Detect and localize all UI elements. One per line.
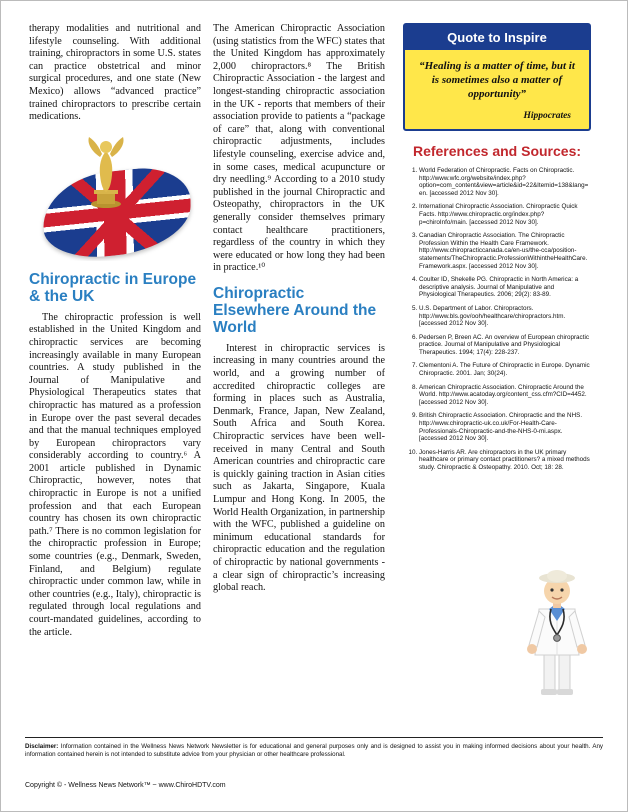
disclaimer-label: Disclaimer: [25, 743, 59, 750]
list-item: 9. British Chiropractic Association. Chiropractic and the NHS. http://www.chiropractic-uk.co.uk/For-Health-Care-Professionals-Chiropractic-and-the-NHS-0-mi.aspx. [accessed 2012 Nov 30]. [419, 412, 591, 442]
doctor-illustration [511, 559, 603, 699]
list-item: 2. International Chiropractic Association. Chiropractic Quick Facts. http://www.chiropractic.org/index.php?p=chiroInfo/main. [accessed 2012 Nov 30]. [419, 203, 591, 226]
list-item: 3. Canadian Chiropractic Association. The Chiropractic Profession Within the Health Care Framework. http://www.chiropracticcanada.ca/en-us/the-cca/position-statements/TheChiropractic.ProfessionWithintheHealthCare.Framework.aspx. [accessed 2012 Nov 30]. [419, 232, 591, 270]
list-item: 10. Jones-Harris AR. Are chiropractors in the UK primary healthcare or primary contact practitioners? a mixed methods study. Chiropractic & Osteopathy. 2010. Oct; 18: 28. [419, 449, 591, 472]
list-item: 1. World Federation of Chiropractic. Facts on Chiropractic. http://www.wfc.org/website/index.php?option=com_content&view=article&id=22&Itemid=138&lang=en. [accessed 2012 Nov 30]. [419, 167, 591, 197]
footer-bar [1, 799, 627, 811]
heading-chiropractic-elsewhere: Chiropractic Elsewhere Around the World [213, 284, 377, 336]
disclaimer-text: Information contained in the Wellness News Network Newsletter is for educational and general purposes only and is designed to assist you in making informed decisions about your health. Any information contained herein is not intended to substitute advice from your physician or other healthcare professional. [25, 743, 603, 758]
list-item: 8. American Chiropractic Association. Chiropractic Around the World. http://www.acatoday.org/content_css.cfm?CID=4452. [accessed 2012 Nov 30]. [419, 384, 591, 407]
list-item: 5. U.S. Department of Labor. Chiropractors. http://www.bls.gov/ooh/healthcare/chiropractors.htm. [accessed 2012 Nov 30]. [419, 305, 591, 328]
list-item: 4. Coulter ID, Shekelle PG. Chiropractic in North America: a descriptive analysis. Journal of Manipulative and Physiological Therapeutics. 2006; 29(2): 83-89. [419, 276, 591, 299]
column-middle [213, 23, 397, 701]
copyright-notice: Copyright © - Wellness News Network™ ~ www.ChiroHDTV.com [25, 782, 226, 789]
quote-attribution: Hippocrates [523, 111, 571, 121]
mid-paragraph-2: Interest in chiropractic services is increasing in many countries around the world, and a growing number of accredited chiropractic colleges are forming in places such as Australia, Denmark, France, Japan, New Zealand, South Africa and South Korea. Chiropractic services have been well-received in many Central and South American countries and chiropractic care is quickly gaining traction in Asian cities such as Jakarta, Singapore, Kuala Lumpur and Hong Kong. In 2005, the World Health Organization, in partnership with the WFC, published a guideline on minimum educational standards for chiropractic education and the regulation of chiropractic by national governments - a clear sign of chiropractic’s increasing global reach. [213, 342, 385, 594]
statue-icon [79, 135, 133, 209]
heading-chiropractic-europe-uk: Chiropractic in Europe & the UK [29, 270, 197, 305]
quote-text: “Healing is a matter of time, but it is sometimes also a matter of opportunity” [419, 60, 575, 100]
column-left [29, 23, 213, 701]
quote-box [403, 23, 591, 131]
left-paragraph-1: therapy modalities and nutritional and lifestyle counseling. With additional training, chiropractors in some U.S. states can practice obstetrical and minor surgical procedures, and one state (New Mexico) allows “advanced practice” trained chiropractors to prescribe certain medications. [29, 23, 201, 123]
list-item: 6. Pedersen P, Breen AC. An overview of European chiropractic practice. Journal of Manipulative and Physiological Therapeutics. 1994; 17(4): 228-237. [419, 334, 591, 357]
quote-box-title: Quote to Inspire [405, 25, 589, 50]
list-item: 7. Clementoni A. The Future of Chiropractic in Europe. Dynamic Chiropractic. 2001. Jan; 30(24). [419, 362, 591, 377]
left-paragraph-2: The chiropractic profession is well established in the United Kingdom and chiropractic services are becoming increasingly available in many European countries. A study published in the Journal of Manipulative and Physiological Therapeutics states that chiropractic has matured as a profession in Europe over the past several decades and that the manual techniques employed by European chiropractors vary considerably according to country.⁶ A 2001 article published in Dynamic Chiropractic, however, notes that chiropractic in Europe is not a unified profession and that each European country has chosen its own chiropractic path.⁷ There is no common legislation for the chiropractic profession in Europe; some countries (e.g., Denmark, Sweden, Finland, and Belgium) regulate chiropractic under common law, while in other countries (e.g., Italy), chiropractic is regulated through local regulations and court-mandated guidelines, according to the article. [29, 311, 201, 638]
uk-flag-illustration [27, 133, 199, 261]
references-title: References and Sources: [412, 143, 582, 159]
references-list [403, 167, 591, 472]
mid-paragraph-1: The American Chiropractic Association (using statistics from the WFC) states that the United Kingdom has approximately 2,000 chiropractors.⁸ The British Chiropractic Association - the largest and longest-standing chiropractic association in the UK - reports that members of their association provide to patients a “package of care” that, along with conventional chiropractic adjustments, includes lifestyle counseling, exercise advice and, in some cases, medical acupuncture or dry needling.⁹ According to a 2010 study published in the journal Chiropractic and Osteopathy, chiropractors in the UK generally consider themselves primary contact healthcare practitioners, regardless of the country in which they were educated or how long they had been in practice.¹⁰ [213, 23, 385, 274]
disclaimer [25, 737, 603, 759]
